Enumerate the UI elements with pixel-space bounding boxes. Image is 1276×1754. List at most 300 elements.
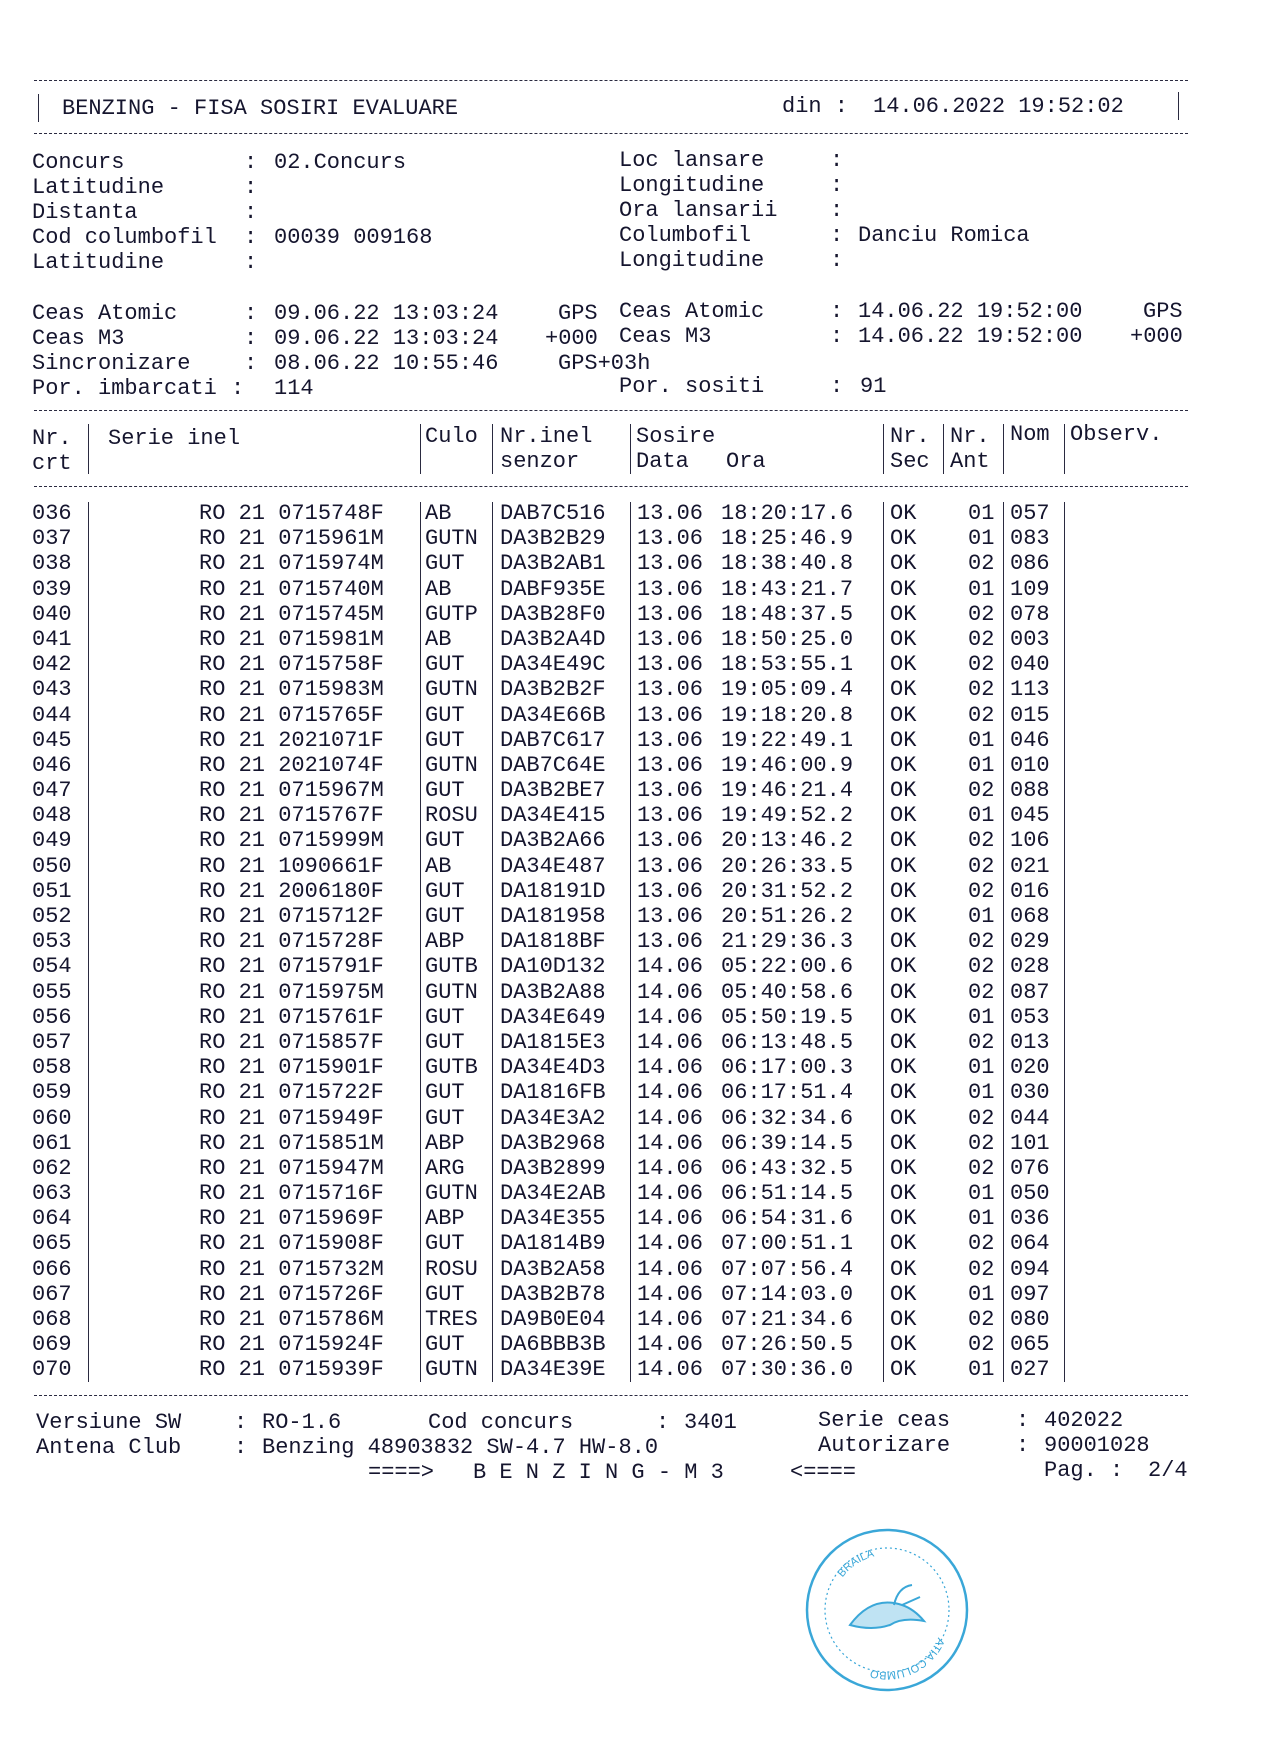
- cell-nr: 068: [32, 1307, 72, 1332]
- cell-data: 13.06: [637, 752, 704, 778]
- cell-nrinel: DAB7C64E: [500, 752, 606, 778]
- clock-label: Ceas M3: [32, 326, 125, 351]
- cell-ant: 01: [968, 1281, 995, 1307]
- cell-serie: RO 21 0715908F: [199, 1231, 384, 1257]
- cell-nr: 056: [32, 1004, 72, 1030]
- info-colon: :: [244, 150, 258, 175]
- cell-ora: 19:05:09.4: [721, 677, 854, 703]
- cell-ant: 02: [968, 1155, 995, 1181]
- cell-serie: RO 21 0715974M: [199, 551, 384, 577]
- cell-culo: GUT: [425, 1281, 465, 1307]
- cell-nr: 043: [32, 677, 72, 703]
- cell-culo: GUT: [425, 551, 465, 577]
- cell-sec: OK: [890, 1206, 917, 1232]
- cell-nrinel: DAB7C617: [500, 727, 606, 753]
- cell-nom: 036: [1010, 1206, 1050, 1232]
- table-row: [0, 954, 1276, 979]
- cell-nrinel: DA3B2BE7: [500, 778, 606, 804]
- clock-suffix: +000: [545, 326, 598, 351]
- cell-culo: GUT: [425, 1029, 465, 1055]
- cell-nr: 049: [32, 828, 72, 854]
- cell-ora: 06:13:48.5: [721, 1029, 854, 1055]
- cell-sec: OK: [890, 904, 917, 929]
- clock-suffix: GPS: [1143, 299, 1183, 324]
- cell-ora: 20:13:46.2: [721, 828, 854, 854]
- footer-colon: :: [1016, 1408, 1030, 1433]
- banner-text: B E N Z I N G - M 3: [473, 1460, 724, 1485]
- clock-colon: :: [244, 351, 258, 376]
- cell-data: 13.06: [637, 677, 704, 703]
- table-row: [0, 778, 1276, 803]
- clock-value: 91: [860, 374, 887, 399]
- cell-nr: 060: [32, 1105, 72, 1131]
- cell-ant: 01: [968, 501, 995, 526]
- cell-nom: 101: [1010, 1130, 1050, 1156]
- cell-nom: 076: [1010, 1155, 1050, 1181]
- cell-ant: 02: [968, 1256, 995, 1282]
- cell-sec: OK: [890, 601, 917, 627]
- info-label: Latitudine: [32, 250, 165, 275]
- cell-serie: RO 21 2006180F: [199, 878, 384, 904]
- cod-value: 3401: [684, 1410, 737, 1435]
- cell-nrinel: DA34E649: [500, 1004, 606, 1030]
- cell-ora: 19:18:20.8: [721, 702, 854, 728]
- cell-sec: OK: [890, 1155, 917, 1181]
- cell-nr: 069: [32, 1332, 72, 1358]
- cell-sec: OK: [890, 803, 917, 829]
- clock-colon: :: [830, 374, 844, 399]
- cell-culo: GUTN: [425, 1357, 478, 1383]
- cell-data: 13.06: [637, 904, 704, 929]
- cell-nom: 087: [1010, 979, 1050, 1005]
- cell-ant: 01: [968, 803, 995, 829]
- cell-nom: 040: [1010, 652, 1050, 678]
- cell-data: 14.06: [637, 1130, 704, 1156]
- info-colon: :: [830, 173, 844, 198]
- cell-serie: RO 21 0715969F: [199, 1206, 384, 1232]
- cell-nr: 062: [32, 1155, 72, 1181]
- cell-nr: 039: [32, 576, 72, 602]
- clock-label: Ceas M3: [619, 324, 712, 349]
- table-row: [0, 1055, 1276, 1080]
- cell-ora: 19:46:21.4: [721, 778, 854, 804]
- cell-culo: GUTB: [425, 1055, 478, 1081]
- cell-data: 13.06: [637, 576, 704, 602]
- info-label: Longitudine: [619, 173, 765, 198]
- cell-ora: 07:30:36.0: [721, 1357, 854, 1383]
- cod-label: Cod concurs: [428, 1410, 574, 1435]
- cell-sec: OK: [890, 702, 917, 728]
- cell-sec: OK: [890, 501, 917, 526]
- cell-data: 13.06: [637, 803, 704, 829]
- cell-data: 14.06: [637, 979, 704, 1005]
- table-row: [0, 1357, 1276, 1382]
- clock-value: 09.06.22 13:03:24: [274, 301, 499, 326]
- info-label: Concurs: [32, 150, 125, 175]
- cell-serie: RO 21 0715726F: [199, 1281, 384, 1307]
- col-ora-header: Ora: [726, 449, 766, 474]
- cell-ora: 21:29:36.3: [721, 929, 854, 955]
- col-divider: [88, 424, 89, 474]
- cell-data: 13.06: [637, 778, 704, 804]
- cell-culo: GUTN: [425, 526, 478, 552]
- cell-ora: 07:26:50.5: [721, 1332, 854, 1358]
- cell-nrinel: DAB7C516: [500, 501, 606, 526]
- cell-data: 14.06: [637, 1256, 704, 1282]
- cell-serie: RO 21 0715981M: [199, 626, 384, 652]
- cell-culo: GUTB: [425, 954, 478, 980]
- col-culo-header: Culo: [425, 424, 478, 449]
- clock-suffix: +000: [1130, 324, 1183, 349]
- cell-ant: 02: [968, 702, 995, 728]
- cell-ant: 01: [968, 904, 995, 929]
- col-ant-header: Ant: [950, 449, 990, 474]
- cell-ant: 02: [968, 979, 995, 1005]
- cell-nrinel: DA34E66B: [500, 702, 606, 728]
- cell-ant: 01: [968, 1206, 995, 1232]
- cell-nom: 106: [1010, 828, 1050, 854]
- cell-nr: 064: [32, 1206, 72, 1232]
- info-label: Distanta: [32, 200, 138, 225]
- info-colon: :: [830, 248, 844, 273]
- clock-colon: :: [231, 376, 245, 401]
- table-row: [0, 627, 1276, 652]
- date-value: 14.06.2022 19:52:02: [873, 94, 1124, 119]
- cell-ora: 06:54:31.6: [721, 1206, 854, 1232]
- cell-nom: 068: [1010, 904, 1050, 929]
- cell-data: 13.06: [637, 929, 704, 955]
- cell-nom: 045: [1010, 803, 1050, 829]
- table-row: [0, 929, 1276, 954]
- col-sosire-header: Sosire: [636, 424, 716, 449]
- cell-serie: RO 21 0715961M: [199, 526, 384, 552]
- cell-nr: 044: [32, 702, 72, 728]
- cell-data: 14.06: [637, 1357, 704, 1383]
- info-label: Longitudine: [619, 248, 765, 273]
- cell-culo: AB: [425, 501, 452, 526]
- table-row: [0, 980, 1276, 1005]
- cell-ant: 01: [968, 576, 995, 602]
- cell-nom: 078: [1010, 601, 1050, 627]
- versiune-label: Versiune SW: [36, 1410, 182, 1435]
- cell-culo: GUT: [425, 1004, 465, 1030]
- cell-culo: ARG: [425, 1155, 465, 1181]
- cell-culo: GUT: [425, 1231, 465, 1257]
- serie-value: 402022: [1044, 1408, 1124, 1433]
- footer-colon: :: [656, 1410, 670, 1435]
- banner-arrow-left: ====>: [368, 1460, 435, 1485]
- cell-nom: 053: [1010, 1004, 1050, 1030]
- cell-data: 13.06: [637, 727, 704, 753]
- header-dashed-rule: [34, 133, 1188, 134]
- cell-ant: 01: [968, 727, 995, 753]
- cell-nr: 046: [32, 752, 72, 778]
- cell-data: 14.06: [637, 1206, 704, 1232]
- cell-sec: OK: [890, 1130, 917, 1156]
- col-serie-header: Serie inel: [108, 426, 241, 451]
- cell-ant: 02: [968, 652, 995, 678]
- cell-serie: RO 21 0715901F: [199, 1055, 384, 1081]
- table-row: [0, 1181, 1276, 1206]
- table-body: [0, 501, 1276, 1383]
- cell-nrinel: DA3B2899: [500, 1155, 606, 1181]
- cell-nrinel: DA34E3A2: [500, 1105, 606, 1131]
- cell-serie: RO 21 0715983M: [199, 677, 384, 703]
- table-row: [0, 1282, 1276, 1307]
- cell-serie: RO 21 0715786M: [199, 1307, 384, 1332]
- info-colon: :: [830, 223, 844, 248]
- table-row: [0, 1307, 1276, 1332]
- cell-ant: 01: [968, 1080, 995, 1106]
- cell-sec: OK: [890, 1105, 917, 1131]
- cell-ora: 19:46:00.9: [721, 752, 854, 778]
- cell-nrinel: DA34E355: [500, 1206, 606, 1232]
- cell-nom: 086: [1010, 551, 1050, 577]
- cell-culo: GUTN: [425, 752, 478, 778]
- cell-data: 13.06: [637, 878, 704, 904]
- info-value: 02.Concurs: [274, 150, 407, 175]
- cell-nom: 013: [1010, 1029, 1050, 1055]
- cell-sec: OK: [890, 954, 917, 980]
- cell-culo: TRES: [425, 1307, 478, 1332]
- cell-nom: 083: [1010, 526, 1050, 552]
- table-row: [0, 1030, 1276, 1055]
- cell-nom: 029: [1010, 929, 1050, 955]
- cell-culo: AB: [425, 853, 452, 879]
- cell-nom: 050: [1010, 1181, 1050, 1207]
- clock-colon: :: [244, 326, 258, 351]
- cell-nom: 097: [1010, 1281, 1050, 1307]
- cell-ant: 02: [968, 626, 995, 652]
- cell-serie: RO 21 0715924F: [199, 1332, 384, 1358]
- cell-sec: OK: [890, 626, 917, 652]
- cell-nrinel: DA1816FB: [500, 1080, 606, 1106]
- cell-data: 14.06: [637, 954, 704, 980]
- stamp-text-bottom: ATIA COLUMBO: [869, 1635, 947, 1682]
- cell-data: 14.06: [637, 1080, 704, 1106]
- col-nrsec-header: Nr.: [890, 424, 930, 449]
- table-header-rule: [34, 486, 1188, 487]
- versiune-value: RO-1.6: [262, 1410, 342, 1435]
- cell-serie: RO 21 0715791F: [199, 954, 384, 980]
- cell-nrinel: DA10D132: [500, 954, 606, 980]
- cell-nr: 066: [32, 1256, 72, 1282]
- clock-label: Ceas Atomic: [32, 301, 178, 326]
- cell-culo: GUTP: [425, 601, 478, 627]
- cell-nom: 057: [1010, 501, 1050, 526]
- cell-ant: 02: [968, 1130, 995, 1156]
- cell-culo: GUTN: [425, 979, 478, 1005]
- col-divider: [630, 424, 631, 474]
- cell-serie: RO 21 0715765F: [199, 702, 384, 728]
- info-colon: :: [830, 198, 844, 223]
- col-observ-header: Observ.: [1070, 422, 1163, 447]
- table-row: [0, 1131, 1276, 1156]
- cell-serie: RO 21 0715732M: [199, 1256, 384, 1282]
- table-row: [0, 703, 1276, 728]
- cell-nrinel: DA3B2A4D: [500, 626, 606, 652]
- clock-label: Por. sositi: [619, 374, 765, 399]
- cell-sec: OK: [890, 979, 917, 1005]
- cell-ant: 01: [968, 1181, 995, 1207]
- cell-nrinel: DA3B2B29: [500, 526, 606, 552]
- cell-ora: 06:17:51.4: [721, 1080, 854, 1106]
- cell-nom: 080: [1010, 1307, 1050, 1332]
- cell-culo: GUT: [425, 878, 465, 904]
- cell-nom: 109: [1010, 576, 1050, 602]
- cell-nr: 052: [32, 904, 72, 929]
- cell-culo: GUT: [425, 828, 465, 854]
- clock-suffix: GPS: [558, 301, 598, 326]
- autorizare-label: Autorizare: [818, 1433, 951, 1458]
- cell-ora: 06:51:14.5: [721, 1181, 854, 1207]
- table-row: [0, 1106, 1276, 1131]
- info-label: Loc lansare: [619, 148, 765, 173]
- cell-nrinel: DA3B2B2F: [500, 677, 606, 703]
- cell-serie: RO 21 1090661F: [199, 853, 384, 879]
- clock-label: Sincronizare: [32, 351, 191, 376]
- table-row: [0, 1257, 1276, 1282]
- cell-nrinel: DA9B0E04: [500, 1307, 606, 1332]
- club-stamp: [802, 1525, 972, 1695]
- clock-value: 14.06.22 19:52:00: [858, 299, 1083, 324]
- cell-nr: 054: [32, 954, 72, 980]
- cell-serie: RO 21 0715722F: [199, 1080, 384, 1106]
- cell-nrinel: DA3B2A66: [500, 828, 606, 854]
- cell-serie: RO 21 0715748F: [199, 501, 384, 526]
- cell-ant: 01: [968, 1055, 995, 1081]
- table-row: [0, 526, 1276, 551]
- cell-data: 13.06: [637, 551, 704, 577]
- cell-nrinel: DA3B2AB1: [500, 551, 606, 577]
- cell-data: 14.06: [637, 1281, 704, 1307]
- cell-sec: OK: [890, 1004, 917, 1030]
- cell-nom: 044: [1010, 1105, 1050, 1131]
- cell-nr: 045: [32, 727, 72, 753]
- cell-nrinel: DA3B28F0: [500, 601, 606, 627]
- col-senzor-header: senzor: [500, 449, 580, 474]
- cell-nom: 065: [1010, 1332, 1050, 1358]
- cell-serie: RO 21 0715758F: [199, 652, 384, 678]
- cell-culo: GUT: [425, 1105, 465, 1131]
- cell-data: 13.06: [637, 626, 704, 652]
- cell-nrinel: DA1815E3: [500, 1029, 606, 1055]
- cell-ant: 02: [968, 1307, 995, 1332]
- table-row: [0, 1005, 1276, 1030]
- info-colon: :: [830, 148, 844, 173]
- header-right-bar: [1178, 92, 1179, 120]
- cell-sec: OK: [890, 1256, 917, 1282]
- info-value: 00039 009168: [274, 225, 433, 250]
- col-nr-header: Nr.: [32, 426, 72, 451]
- cell-ant: 02: [968, 1029, 995, 1055]
- info-label: Cod columbofil: [32, 225, 217, 250]
- antena-label: Antena Club: [36, 1435, 182, 1460]
- cell-sec: OK: [890, 1332, 917, 1358]
- cell-nr: 055: [32, 979, 72, 1005]
- table-row: [0, 828, 1276, 853]
- cell-culo: GUT: [425, 727, 465, 753]
- cell-ant: 02: [968, 929, 995, 955]
- cell-sec: OK: [890, 1055, 917, 1081]
- cell-nrinel: DABF935E: [500, 576, 606, 602]
- cell-nr: 038: [32, 551, 72, 577]
- cell-nrinel: DA3B2A88: [500, 979, 606, 1005]
- info-colon: :: [244, 200, 258, 225]
- cell-culo: GUT: [425, 904, 465, 929]
- info-label: Latitudine: [32, 175, 165, 200]
- cell-ant: 02: [968, 828, 995, 854]
- col-sec-header: Sec: [890, 449, 930, 474]
- cell-sec: OK: [890, 526, 917, 552]
- cell-ora: 18:48:37.5: [721, 601, 854, 627]
- cell-data: 13.06: [637, 652, 704, 678]
- clock-label: Ceas Atomic: [619, 299, 765, 324]
- cell-ora: 20:51:26.2: [721, 904, 854, 929]
- cell-data: 14.06: [637, 1181, 704, 1207]
- clock-value: 08.06.22 10:55:46: [274, 351, 499, 376]
- cell-nr: 047: [32, 778, 72, 804]
- cell-ant: 01: [968, 752, 995, 778]
- cell-ora: 18:25:46.9: [721, 526, 854, 552]
- cell-ant: 02: [968, 878, 995, 904]
- cell-nr: 058: [32, 1055, 72, 1081]
- cell-ora: 18:53:55.1: [721, 652, 854, 678]
- cell-sec: OK: [890, 1307, 917, 1332]
- col-divider: [420, 424, 421, 474]
- cell-nr: 048: [32, 803, 72, 829]
- stamp-text-top: BRAILA: [835, 1547, 876, 1580]
- cell-nom: 088: [1010, 778, 1050, 804]
- clock-value: 114: [274, 376, 314, 401]
- cell-sec: OK: [890, 1029, 917, 1055]
- cell-serie: RO 21 0715967M: [199, 778, 384, 804]
- cell-serie: RO 21 0715939F: [199, 1357, 384, 1383]
- cell-nr: 037: [32, 526, 72, 552]
- clock-value: 09.06.22 13:03:24: [274, 326, 499, 351]
- cell-nom: 113: [1010, 677, 1050, 703]
- cell-sec: OK: [890, 828, 917, 854]
- cell-culo: ROSU: [425, 803, 478, 829]
- cell-nr: 059: [32, 1080, 72, 1106]
- cell-ant: 02: [968, 853, 995, 879]
- cell-nrinel: DA34E49C: [500, 652, 606, 678]
- dove-icon: [850, 1585, 924, 1628]
- cell-sec: OK: [890, 752, 917, 778]
- cell-sec: OK: [890, 878, 917, 904]
- table-row: [0, 1156, 1276, 1181]
- cell-nom: 046: [1010, 727, 1050, 753]
- info-colon: :: [244, 250, 258, 275]
- col-divider: [1064, 424, 1065, 474]
- cell-nr: 057: [32, 1029, 72, 1055]
- cell-ora: 07:07:56.4: [721, 1256, 854, 1282]
- cell-nr: 036: [32, 501, 72, 526]
- cell-culo: ABP: [425, 1206, 465, 1232]
- cell-ora: 07:21:34.6: [721, 1307, 854, 1332]
- cell-data: 13.06: [637, 702, 704, 728]
- cell-ora: 07:00:51.1: [721, 1231, 854, 1257]
- cell-nr: 051: [32, 878, 72, 904]
- cell-ora: 18:38:40.8: [721, 551, 854, 577]
- cell-serie: RO 21 0715745M: [199, 601, 384, 627]
- table-row: [0, 551, 1276, 576]
- cell-ora: 18:20:17.6: [721, 501, 854, 526]
- cell-ora: 06:17:00.3: [721, 1055, 854, 1081]
- cell-data: 14.06: [637, 1004, 704, 1030]
- info-value: Danciu Romica: [858, 223, 1030, 248]
- table-bottom-rule: [34, 1395, 1188, 1396]
